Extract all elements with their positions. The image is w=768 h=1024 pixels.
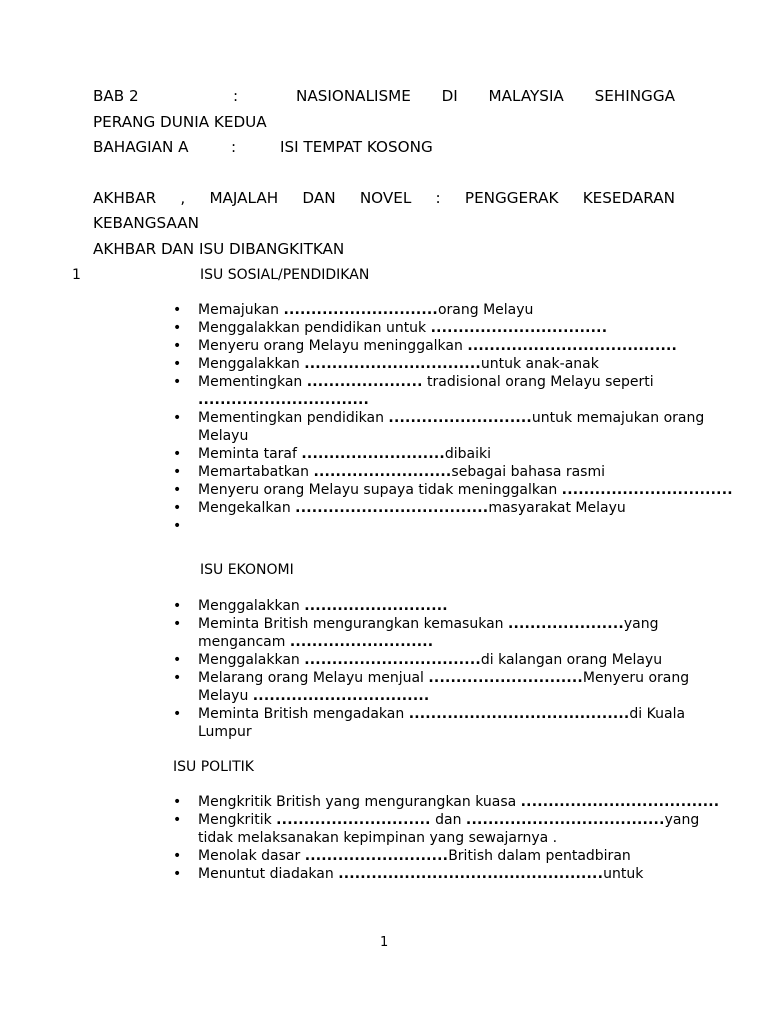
fill-in-blank: ............................ bbox=[276, 812, 431, 828]
list-item bbox=[173, 337, 733, 355]
chapter-title-words bbox=[296, 86, 675, 106]
chapter-colon: : bbox=[233, 87, 239, 105]
item-text: orang Melayu bbox=[437, 302, 534, 318]
fill-in-blank: ............................... bbox=[198, 392, 370, 408]
subtopic: AKHBAR DAN ISU DIBANGKITKAN bbox=[93, 240, 345, 258]
list-item bbox=[173, 615, 733, 651]
item-text: Menggalakkan bbox=[198, 598, 305, 614]
item-text: Mengekalkan bbox=[198, 500, 296, 516]
item-text: Menyeru orang Melayu supaya tidak meninggalkan bbox=[198, 482, 562, 498]
item-text: yang mengancam bbox=[198, 616, 659, 650]
item-text: untuk anak-anak bbox=[480, 356, 599, 372]
fill-in-blank: .................................... bbox=[520, 794, 720, 810]
item-text: Menyeru orang Melayu meninggalkan bbox=[198, 338, 468, 354]
fill-in-blank: ............................... bbox=[561, 482, 733, 498]
item-text: Menggalakkan pendidikan untuk bbox=[198, 320, 431, 336]
item-text: dibaiki bbox=[444, 446, 492, 462]
topic-word: : bbox=[435, 189, 441, 207]
item-text: Menggalakkan bbox=[198, 652, 305, 668]
topic-line bbox=[93, 188, 675, 208]
section-title: ISI TEMPAT KOSONG bbox=[280, 138, 433, 156]
fill-in-blank: .......................... bbox=[289, 634, 434, 650]
item-text: di kalangan orang Melayu bbox=[480, 652, 663, 668]
topic-cont: KEBANGSAAN bbox=[93, 214, 199, 232]
fill-in-blank: ................................ bbox=[304, 652, 481, 668]
list-item bbox=[173, 847, 733, 865]
list-item bbox=[173, 319, 733, 337]
topic-word: MAJALAH bbox=[209, 189, 279, 207]
item-text: Menolak dasar bbox=[198, 848, 305, 864]
fill-in-blank: ................................... bbox=[295, 500, 489, 516]
list-item bbox=[173, 865, 733, 883]
item-text: yang tidak melaksanakan kepimpinan yang sewajarnya . bbox=[198, 812, 700, 846]
topic-word: NOVEL bbox=[359, 189, 412, 207]
list-item bbox=[173, 463, 733, 481]
chapter-title-cont: PERANG DUNIA KEDUA bbox=[93, 113, 267, 131]
fill-in-blank: .......................... bbox=[304, 598, 448, 614]
fill-in-blank: .................................... bbox=[465, 812, 665, 828]
item-text: Mengkritik bbox=[198, 812, 277, 828]
title-word: DI bbox=[441, 87, 458, 105]
item-text: Meminta British mengadakan bbox=[198, 706, 409, 722]
list-item bbox=[173, 301, 733, 319]
title-word: NASIONALISME bbox=[296, 87, 411, 105]
list-item bbox=[173, 705, 733, 741]
list-item bbox=[173, 355, 733, 373]
topic-word: AKHBAR bbox=[93, 189, 157, 207]
item-text: Menggalakkan bbox=[198, 356, 305, 372]
list-item bbox=[173, 669, 733, 705]
item-text: Mementingkan bbox=[198, 374, 307, 390]
list-item bbox=[173, 499, 733, 517]
item-text: tradisional orang Melayu seperti bbox=[422, 374, 654, 390]
item-text: Melarang orang Melayu menjual bbox=[198, 670, 429, 686]
fill-in-blank: ..................... bbox=[507, 616, 624, 632]
item-text: Meminta taraf bbox=[198, 446, 302, 462]
item-text: Menuntut diadakan bbox=[198, 866, 339, 882]
topic-word: PENGGERAK bbox=[464, 189, 559, 207]
section-title-economy: ISU EKONOMI bbox=[200, 562, 294, 578]
section-title-politics: ISU POLITIK bbox=[173, 759, 254, 775]
fill-in-blank: ................................ bbox=[252, 688, 430, 704]
section-label: BAHAGIAN A bbox=[93, 138, 189, 156]
fill-in-blank: ........................................ bbox=[408, 706, 630, 722]
list-item bbox=[173, 409, 733, 445]
list-item bbox=[173, 597, 733, 615]
fill-in-blank: ...................................... bbox=[467, 338, 678, 354]
fill-in-blank: ............................ bbox=[283, 302, 438, 318]
item-text: di Kuala Lumpur bbox=[198, 706, 686, 740]
economy-issues-list bbox=[173, 597, 733, 741]
item-text: untuk bbox=[603, 866, 644, 882]
title-word: MALAYSIA bbox=[488, 87, 564, 105]
list-item bbox=[173, 481, 733, 499]
list-item bbox=[173, 793, 733, 811]
item-text: Mementingkan pendidikan bbox=[198, 410, 389, 426]
page-number: 1 bbox=[380, 935, 389, 950]
topic-word: DAN bbox=[302, 189, 336, 207]
fill-in-blank: ................................ bbox=[304, 356, 481, 372]
topic-word: , bbox=[180, 189, 186, 207]
fill-in-blank: .......................... bbox=[388, 410, 532, 426]
list-item bbox=[173, 811, 733, 847]
topic-word: KESEDARAN bbox=[582, 189, 675, 207]
title-word: SEHINGGA bbox=[594, 87, 675, 105]
list-item bbox=[173, 651, 733, 669]
politics-issues-list bbox=[173, 793, 733, 883]
item-text: dan bbox=[430, 812, 466, 828]
item-text: Memajukan bbox=[198, 302, 284, 318]
item-text: British dalam pentadbiran bbox=[448, 848, 631, 864]
item-text: Menyeru orang Melayu bbox=[198, 670, 690, 704]
social-issues-list bbox=[173, 301, 733, 535]
fill-in-blank: ................................ bbox=[430, 320, 608, 336]
item-text: untuk memajukan orang Melayu bbox=[198, 410, 705, 444]
fill-in-blank: ................................................ bbox=[338, 866, 604, 882]
item-text: Mengkritik British yang mengurangkan kuasa bbox=[198, 794, 521, 810]
fill-in-blank: ......................... bbox=[313, 464, 452, 480]
list-item bbox=[173, 445, 733, 463]
fill-in-blank: ..................... bbox=[306, 374, 423, 390]
item-text: Meminta British mengurangkan kemasukan bbox=[198, 616, 508, 632]
item-text: sebagai bahasa rasmi bbox=[451, 464, 605, 480]
item-text: Memartabatkan bbox=[198, 464, 314, 480]
list-item bbox=[173, 517, 733, 535]
fill-in-blank: .......................... bbox=[304, 848, 449, 864]
section-colon: : bbox=[231, 138, 237, 156]
chapter-label: BAB 2 bbox=[93, 87, 139, 105]
section-number: 1 bbox=[72, 267, 81, 283]
fill-in-blank: .......................... bbox=[301, 446, 445, 462]
section-title-social: ISU SOSIAL/PENDIDIKAN bbox=[200, 267, 370, 283]
list-item bbox=[173, 373, 733, 409]
item-text: masyarakat Melayu bbox=[488, 500, 626, 516]
fill-in-blank: ............................ bbox=[428, 670, 583, 686]
